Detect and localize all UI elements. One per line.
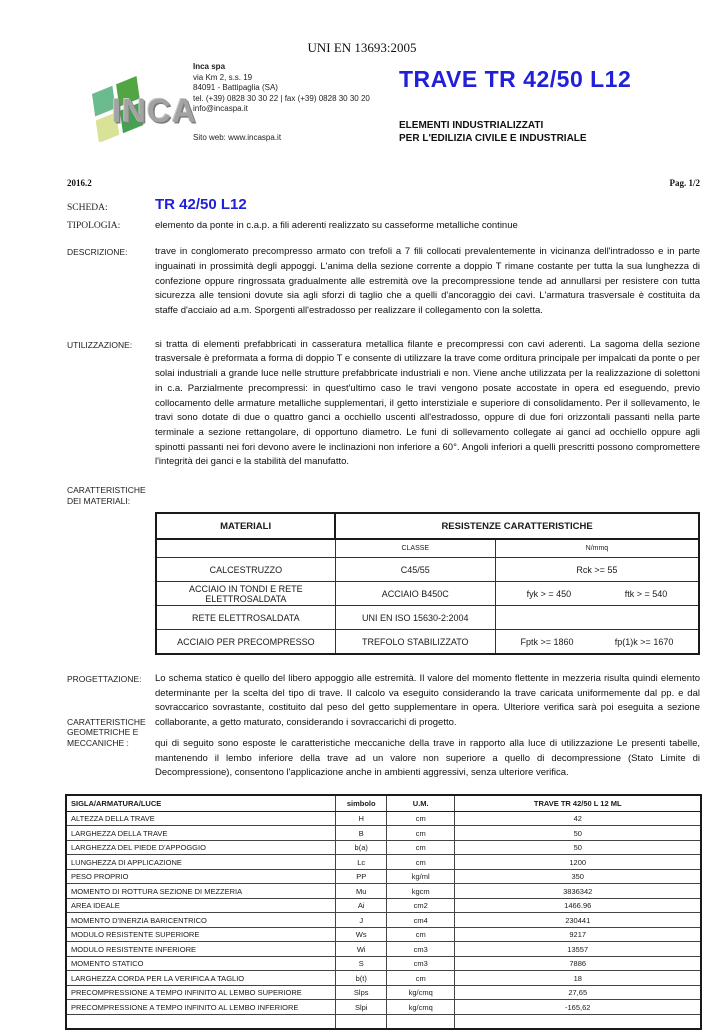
property-symbol: Lc — [336, 855, 386, 870]
progettazione-label: PROGETTAZIONE: — [67, 674, 142, 685]
material-values — [495, 606, 699, 630]
empty-cell — [386, 1014, 455, 1029]
property-symbol: H — [336, 811, 386, 826]
property-name: LARGHEZZA CORDA PER LA VERIFICA A TAGLIO — [66, 971, 336, 986]
geometriche-row — [67, 716, 700, 781]
material-values — [495, 582, 699, 606]
property-um: cm — [386, 826, 455, 841]
progettazione-text: Lo schema statico è quello del libero appoggio alle estremità. Il valore del momento flettente in mezzeria risulta quindi elemento determinante per la scelta del tipo di trave. Il calcolo va eseguito considerando la trave caricata uniformemente dal pp. e dal sovraccarico sovrastante, costituito dal peso del getto supplementare in opera. Ulteriore verifica sarà poi eseguita a sezione collaborante, a getto maturato, considerando i sovraccarichi di progetto. — [155, 673, 700, 729]
properties-table-body — [66, 811, 701, 1014]
value-item: ftk > = 540 — [624, 588, 668, 599]
company-address-1: via Km 2, s.s. 19 — [193, 72, 253, 82]
property-name: LARGHEZZA DEL PIEDE D'APPOGGIO — [66, 840, 336, 855]
materiali-section-label — [67, 485, 700, 506]
scheda-value: TR 42/50 L12 — [155, 196, 247, 213]
property-um: kg/cmq — [386, 1000, 455, 1015]
property-symbol: Wi — [336, 942, 386, 957]
property-name: PRECOMPRESSIONE A TEMPO INFINITO AL LEMBO INFERIORE — [66, 1000, 336, 1015]
property-um: cm3 — [386, 956, 455, 971]
geometriche-text: qui di seguito sono esposte le caratteristiche meccaniche della trave in rapporto alla luce di utilizzazione Le presenti tabelle, mantenendo il lembo inferiore della trave ad un valore non superiore a quello di decompressione (Stato Limite di Decompressione), consentono l'applicazione anche in ambienti aggressivi, senza ulteriore verifica. — [155, 737, 700, 779]
property-name: MOMENTO D'INERZIA BARICENTRICO — [66, 913, 336, 928]
property-symbol: PP — [336, 869, 386, 884]
value-item: fp(1)k >= 1670 — [614, 636, 674, 647]
company-name: Inca spa — [193, 62, 226, 71]
property-name: AREA IDEALE — [66, 898, 336, 913]
property-um: cm — [386, 927, 455, 942]
property-symbol: b(t) — [336, 971, 386, 986]
materials-table-row — [156, 558, 699, 582]
materiali-label-line-1: CARATTERISTICHE — [67, 485, 146, 496]
product-subtitle — [399, 120, 701, 145]
property-symbol: Ai — [336, 898, 386, 913]
materials-subheader-nmmq: N/mmq — [495, 539, 699, 558]
material-classe: UNI EN ISO 15630-2:2004 — [335, 606, 495, 630]
property-name: MOMENTO DI ROTTURA SEZIONE DI MEZZERIA — [66, 884, 336, 899]
property-symbol: Ws — [336, 927, 386, 942]
company-info — [193, 62, 370, 143]
properties-header-sigla: SIGLA/ARMATURA/LUCE — [66, 795, 336, 812]
material-values — [495, 630, 699, 655]
property-name: MODULO RESISTENTE INFERIORE — [66, 942, 336, 957]
utilizzazione-row — [67, 338, 700, 470]
page-header — [0, 64, 724, 164]
property-name: PESO PROPRIO — [66, 869, 336, 884]
property-value: 3836342 — [455, 884, 701, 899]
property-name: PRECOMPRESSIONE A TEMPO INFINITO AL LEMBO SUPERIORE — [66, 985, 336, 1000]
property-um: cm — [386, 840, 455, 855]
empty-cell — [66, 1014, 336, 1029]
company-phone-fax: tel. (+39) 0828 30 30 22 | fax (+39) 0828 30 30 20 — [193, 93, 370, 103]
materials-header-materiali: MATERIALI — [156, 513, 335, 539]
material-name: ACCIAIO IN TONDI E RETE ELETTROSALDATA — [156, 582, 335, 606]
material-name: RETE ELETTROSALDATA — [156, 606, 335, 630]
property-value: 1200 — [455, 855, 701, 870]
empty-cell — [336, 1014, 386, 1029]
standard-reference: UNI EN 13693:2005 — [307, 40, 417, 55]
company-email: info@incaspa.it — [193, 104, 248, 113]
property-um: cm — [386, 971, 455, 986]
property-value: 350 — [455, 869, 701, 884]
properties-table-row — [66, 971, 701, 986]
meta-row — [67, 178, 700, 188]
tipologia-text: elemento da ponte in c.a.p. a fili aderenti realizzato su casseforme metalliche continue — [155, 219, 518, 231]
property-value: 50 — [455, 826, 701, 841]
property-um: cm — [386, 855, 455, 870]
property-symbol: Slps — [336, 985, 386, 1000]
value-item: Rck >= 55 — [576, 564, 618, 575]
material-name: CALCESTRUZZO — [156, 558, 335, 582]
material-classe: TREFOLO STABILIZZATO — [335, 630, 495, 655]
property-value: 50 — [455, 840, 701, 855]
geometriche-label-line-3: MECCANICHE : — [67, 737, 129, 748]
descrizione-row — [67, 245, 700, 319]
document-body — [67, 196, 700, 1030]
property-symbol: B — [336, 826, 386, 841]
material-classe: C45/55 — [335, 558, 495, 582]
page-number: Pag. 1/2 — [669, 178, 700, 188]
material-classe: ACCIAIO B450C — [335, 582, 495, 606]
tipologia-row — [67, 219, 700, 234]
properties-table-row — [66, 942, 701, 957]
property-symbol: J — [336, 913, 386, 928]
property-um: cm — [386, 811, 455, 826]
properties-table-row — [66, 985, 701, 1000]
properties-table-row — [66, 811, 701, 826]
materials-table-header — [156, 513, 699, 539]
empty-cell — [455, 1014, 701, 1029]
properties-table-row — [66, 956, 701, 971]
material-values — [495, 558, 699, 582]
materials-table-body — [156, 558, 699, 655]
properties-table-row — [66, 869, 701, 884]
property-value: 7886 — [455, 956, 701, 971]
properties-table — [65, 794, 702, 1030]
materials-table-row — [156, 582, 699, 606]
property-value: 230441 — [455, 913, 701, 928]
scheda-row — [67, 196, 700, 214]
geometriche-label-line-2: GEOMETRICHE E — [67, 727, 139, 738]
company-logo — [76, 64, 211, 142]
properties-table-row — [66, 898, 701, 913]
product-title: TRAVE TR 42/50 L12 — [399, 66, 632, 92]
property-um: cm2 — [386, 898, 455, 913]
properties-empty-row — [66, 1014, 701, 1029]
geometriche-label-line-1: CARATTERISTICHE — [67, 716, 146, 727]
property-name: MOMENTO STATICO — [66, 956, 336, 971]
subtitle-line-2: PER L'EDILIZIA CIVILE E INDUSTRIALE — [399, 132, 587, 144]
property-name: LARGHEZZA DELLA TRAVE — [66, 826, 336, 841]
property-um: kg/ml — [386, 869, 455, 884]
property-value: 9217 — [455, 927, 701, 942]
edition-number: 2016.2 — [67, 178, 92, 188]
property-um: cm4 — [386, 913, 455, 928]
property-um: cm3 — [386, 942, 455, 957]
geometriche-label — [67, 715, 155, 749]
property-name: MODULO RESISTENTE SUPERIORE — [66, 927, 336, 942]
property-name: LUNGHEZZA DI APPLICAZIONE — [66, 855, 336, 870]
company-website: Sito web: www.incaspa.it — [193, 132, 282, 142]
properties-header-um: U.M. — [386, 795, 455, 812]
materials-table-row — [156, 606, 699, 630]
materials-header-resistenze: RESISTENZE CARATTERISTICHE — [335, 513, 699, 539]
company-address-2: 84091 - Battipaglia (SA) — [193, 83, 278, 92]
logo-wordmark: INCA — [112, 92, 197, 129]
progettazione-row — [67, 672, 700, 731]
properties-table-row — [66, 826, 701, 841]
property-symbol: Mu — [336, 884, 386, 899]
properties-table-row — [66, 884, 701, 899]
properties-header-simbolo: simbolo — [336, 795, 386, 812]
property-symbol: S — [336, 956, 386, 971]
descrizione-label: DESCRIZIONE: — [67, 247, 128, 258]
value-item: Fptk >= 1860 — [520, 636, 574, 647]
properties-table-row — [66, 927, 701, 942]
materials-subheader-classe: CLASSE — [335, 539, 495, 558]
properties-table-row — [66, 1000, 701, 1015]
property-um: kgcm — [386, 884, 455, 899]
property-symbol: Slpi — [336, 1000, 386, 1015]
subtitle-line-1: ELEMENTI INDUSTRIALIZZATI — [399, 120, 544, 131]
property-value: 27,65 — [455, 985, 701, 1000]
properties-table-row — [66, 855, 701, 870]
property-um: kg/cmq — [386, 985, 455, 1000]
materials-subheader-empty — [156, 539, 335, 558]
property-value: 18 — [455, 971, 701, 986]
properties-table-row — [66, 840, 701, 855]
property-value: 13557 — [455, 942, 701, 957]
property-value: -165,62 — [455, 1000, 701, 1015]
property-value: 1466.96 — [455, 898, 701, 913]
materials-table — [155, 512, 700, 655]
utilizzazione-text: si tratta di elementi prefabbricati in casseratura metallica filante e precompressi con cavi aderenti. La sagoma della sezione trasversale è preformata a forma di doppio T e consente di utilizzare la trave come orditura principale per impalcati da ponte o per solai industriali a grande luce nelle strutture prefabbricate industriali e non. Viene anche utilizzata per la realizzazione di solettoni in c.a. Parzialmente precompressi: in quest'ultimo caso le travi vengono posate accostate in opera ed eseguendo, previo collocamento delle armature metalliche supplementari, il getto interstiziale e superiore di consolidamento. Per il sollevamento, le travi sono dotate di due o quattro ganci a occhiello uscenti all'estradosso, oppure di due fori orizzontali passanti nella parte terminale a sezione rettangolare, di opportuno diametro. Le funi di sollevamento collegate ai ganci ad occhiello oppure agli spinotti passanti nei fori devono avere le inclinazioni non inferiore a 60°. Angoli inferiori a quelli prescritti possono compromettere l'integrità dei ganci e la stabilità del manufatto. — [155, 338, 700, 468]
scheda-label: SCHEDA: — [67, 203, 108, 213]
materiali-label-line-2: DEI MATERIALI: — [67, 495, 131, 506]
utilizzazione-label: UTILIZZAZIONE: — [67, 339, 133, 350]
tipologia-label: TIPOLOGIA: — [67, 220, 121, 231]
header-right — [399, 66, 701, 145]
property-symbol: b(a) — [336, 840, 386, 855]
properties-table-header — [66, 795, 701, 812]
materials-subheader-row — [156, 539, 699, 558]
descrizione-text: trave in conglomerato precompresso armato con trefoli a 7 fili collocati prevalentemente in vicinanza dell'intradosso e in parte inguainati in prossimità degli appoggi. L'anima della sezione corrente a doppio T rimane costante per tutta la sua lunghezza di confezione oppure ringrossata gradualmente alle estremità ove la precompressione tende ad annullarsi per resistere con tutta sicurezza alle tensioni dovute sia agli sforzi di taglio che a quelli d'ancoraggio dei cavi. L'armatura trasversale è costituita da staffe d'acciaio ad a.m. Sporgenti all'estradosso per realizzare il collegamento con la soletta. — [155, 246, 700, 317]
properties-table-row — [66, 913, 701, 928]
value-item: fyk > = 450 — [526, 588, 572, 599]
property-name: ALTEZZA DELLA TRAVE — [66, 811, 336, 826]
material-name: ACCIAIO PER PRECOMPRESSO — [156, 630, 335, 655]
materials-table-row — [156, 630, 699, 655]
properties-header-trave: TRAVE TR 42/50 L 12 ML — [455, 795, 701, 812]
property-value: 42 — [455, 811, 701, 826]
